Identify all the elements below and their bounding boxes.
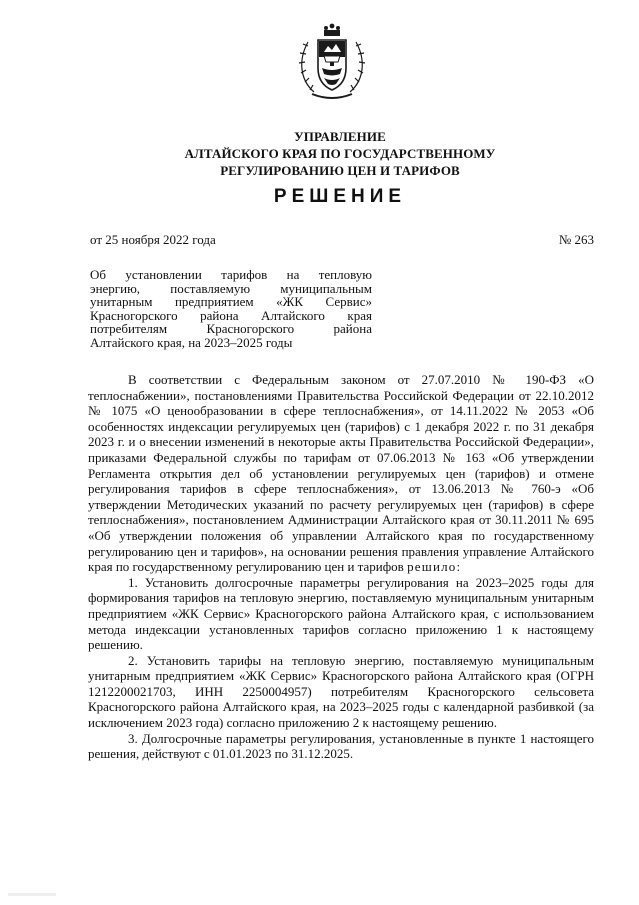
subject-line: Алтайского края, на 2023–2025 годы xyxy=(90,334,293,350)
subject-line: Красногорского района Алтайского края xyxy=(90,307,372,323)
authority-name-line-1: УПРАВЛЕНИЕ xyxy=(294,129,386,144)
document-number: № 263 xyxy=(558,232,594,247)
decided-word: решило: xyxy=(407,559,462,575)
subject-line: потребителям Красногорского района xyxy=(90,321,372,337)
scan-artifact xyxy=(8,893,56,896)
preamble-paragraph xyxy=(88,372,594,575)
document-subject xyxy=(90,268,372,350)
document-body xyxy=(88,372,594,762)
decision-item-3: 3. Долгосрочные параметры регулирования, установленные в пункте 1 настоящего решения, действуют с 01.01.2023 по 31.12.2025. xyxy=(88,730,594,762)
authority-name-line-3: РЕГУЛИРОВАНИЮ ЦЕН И ТАРИФОВ xyxy=(220,163,460,178)
subject-line: унитарным предприятием «ЖК Сервис» xyxy=(90,294,372,310)
subject-line: энергию, поставляемую муниципальным xyxy=(90,280,372,296)
authority-name-line-2: АЛТАЙСКОГО КРАЯ ПО ГОСУДАРСТВЕННОМУ xyxy=(184,146,496,161)
document-type-title: РЕШЕНИЕ xyxy=(273,186,407,207)
preamble-text: В соответствии с Федеральным законом от 27.07.2010 № 190-ФЗ «О теплоснабжении», постановлениями Правительства Российской Федерации от 22.10.2012 № 1075 «О ценообразовании в сфере теплоснабжения», от 14.11.2022 № 2053 «Об особенностях индексации регулируемых цен (тарифов) с 1 декабря 2022 г. по 31 декабря 2023 г. и о внесении изменений в некоторые акты Правительства Российской Федерации», приказами Федеральной службы по тарифам от 07.06.2013 № 163 «Об утверждении Регламента открытия дел об установлении регулируемых цен (тарифов) и отмене регулирования тарифов в сфере теплоснабжения», от 13.06.2013 № 760-э «Об утверждении Методических указаний по расчету регулируемых цен (тарифов) в сфере теплоснабжения», постановлением Администрации Алтайского края от 30.11.2011 № 695 «Об утверждении положения об управлении Алтайского края по государственному регулированию цен и тарифов», на основании решения правления управление Алтайского края по государственному регулированию цен и тарифов xyxy=(88,372,594,575)
decision-item-1: 1. Установить долгосрочные параметры регулирования на 2023–2025 годы для формирования тарифов на тепловую энергию, поставляемую муниципальным унитарным предприятием «ЖК Сервис» Красногорского района Алтайского края, с использованием метода индексации установленных тарифов согласно приложению 1 к настоящему решению. xyxy=(88,574,594,653)
decision-item-2: 2. Установить тарифы на тепловую энергию, поставляемую муниципальным унитарным предприятием «ЖК Сервис» Красногорского района Алтайского края (ОГРН 1212200021703, ИНН 2250004957) потребителям Красногорского сельсовета Красногорского района Алтайского края, на 2023–2025 годы с календарной разбивкой (за исключением 2023 года) согласно приложению 2 к настоящему решению. xyxy=(88,652,594,731)
document-date: от 25 ноября 2022 года xyxy=(90,232,216,247)
subject-line: Об установлении тарифов на тепловую xyxy=(90,267,372,282)
altai-krai-coat-of-arms-icon xyxy=(294,22,370,106)
